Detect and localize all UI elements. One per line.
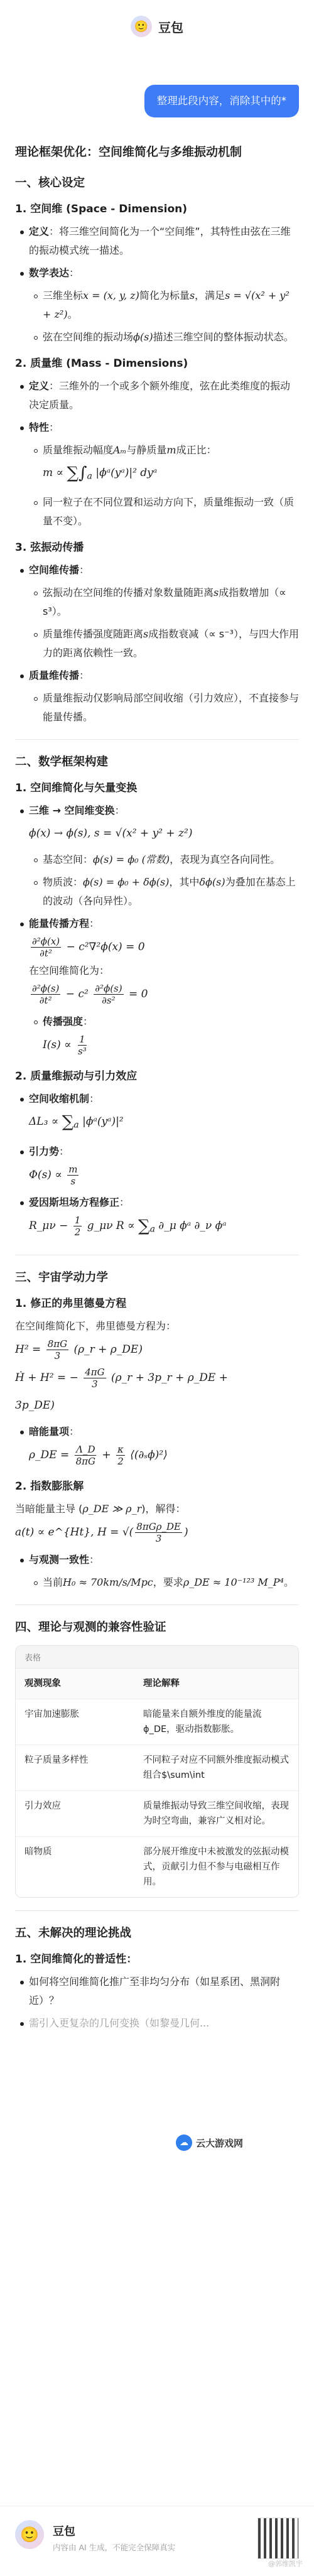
- list-item: [29, 1973, 299, 2010]
- table-row: [16, 1699, 298, 1745]
- item-text: ：: [114, 804, 125, 817]
- item-label: 数学表达: [29, 267, 70, 279]
- section-heading: 三、宇宙学动力学: [15, 1271, 109, 1285]
- bullet-list: [15, 377, 299, 531]
- subsection-title: 1. 空间维 (Space - Dimension): [15, 203, 188, 215]
- sum-symbol: ∑: [138, 1216, 150, 1236]
- list-item: [29, 1422, 299, 1469]
- equation-part: (ρ_r + ρ_DE): [73, 1343, 143, 1356]
- table-cell: 宇宙加速膨胀: [24, 1709, 79, 1720]
- equation-part: g_μν R ∝: [87, 1219, 135, 1232]
- item-text: ，要求: [153, 1576, 183, 1589]
- equation-part: (ρ_r + 3p_r + ρ_DE +: [111, 1372, 228, 1385]
- nested-list: [29, 850, 299, 911]
- assistant-reply: [15, 143, 299, 2037]
- list-item: [29, 1550, 299, 1592]
- equation-part: R_μν −: [29, 1219, 68, 1232]
- table-row: [16, 1791, 298, 1837]
- table-cell: 质量维振动导致三维空间收缩，表现为时空弯曲，兼容广义相对论。: [143, 1801, 289, 1827]
- item-text: 成正比：: [176, 444, 217, 456]
- table-cell: 粒子质量多样性: [24, 1755, 89, 1766]
- fraction: [84, 1366, 106, 1390]
- item-text: 。: [283, 1576, 294, 1589]
- table-cell: 暗物质: [24, 1847, 52, 1858]
- item-text: ：: [59, 1145, 70, 1157]
- fraction-denominator: 8πG: [75, 1456, 95, 1468]
- item-text: 三维坐标: [43, 290, 84, 301]
- expansion-equation: [15, 1518, 299, 1547]
- list-item: [43, 625, 299, 663]
- item-label: 引力势: [29, 1145, 60, 1157]
- item-text: 在空间维简化为：: [29, 965, 110, 977]
- item-text: 为叠加在基态上的波动（各向异性）。: [43, 876, 296, 907]
- math-inline: ϕ(s) = ϕ₀ (常数): [93, 853, 170, 866]
- list-item: [43, 689, 299, 727]
- fraction-numerator: 4πG: [85, 1366, 105, 1378]
- equation-part: Φ(s) ∝: [29, 1168, 62, 1181]
- fraction: [77, 1034, 88, 1057]
- math-inline: s: [214, 587, 219, 599]
- item-text: ：: [89, 1093, 100, 1105]
- item-label: 质量维传播: [29, 669, 80, 682]
- list-item: [29, 2014, 299, 2033]
- nested-list: [29, 1012, 299, 1059]
- item-text: 物质波：: [43, 876, 84, 889]
- nested-list: [29, 441, 299, 531]
- fraction: [135, 1521, 182, 1544]
- list-item: [29, 914, 299, 1059]
- fraction-numerator: κ: [117, 1444, 124, 1456]
- item-text: 如何将空间维简化推广至非均匀分布（如星系团、黑洞附近）？: [29, 1976, 281, 2007]
- fraction-denominator: 3: [54, 1350, 61, 1362]
- item-text: ：: [79, 564, 90, 576]
- user-message-bubble: 整理此段内容，消除其中的*: [144, 85, 299, 117]
- item-text: 质量维传播强度随距离: [43, 628, 144, 641]
- fraction-denominator: ∂s²: [102, 995, 116, 1007]
- table-cell: 引力效应: [24, 1801, 61, 1812]
- list-item: [29, 561, 299, 663]
- list-item: [43, 286, 299, 324]
- bullet-list: [15, 1090, 299, 1242]
- equation-subscript: a: [149, 1224, 156, 1235]
- section-heading: 一、核心设定: [15, 176, 85, 190]
- nested-list: [29, 689, 299, 727]
- bot-avatar: 🙂: [131, 16, 152, 37]
- equation: [29, 1441, 299, 1469]
- math-inline: ρ_DE ≈ 10⁻¹²³ M_P⁴: [183, 1576, 284, 1589]
- equation: [29, 1161, 299, 1189]
- fraction-numerator: 8πG: [47, 1338, 68, 1350]
- subsection-title: 1. 修正的弗里德曼方程: [15, 1297, 127, 1311]
- footer-avatar: 🙂: [15, 2520, 44, 2549]
- fraction-numerator: 1: [74, 1214, 81, 1226]
- equation-part: m ∝: [43, 467, 64, 479]
- equation: [43, 1031, 299, 1059]
- item-label: 爱因斯坦场方程修正: [29, 1196, 120, 1208]
- item-text: ，其中: [169, 876, 200, 889]
- equation-part: ): [183, 1526, 188, 1539]
- math-inline: H₀ ≈ 70km/s/Mpc: [63, 1576, 153, 1589]
- table-label: 表格: [16, 1646, 298, 1669]
- equation: [43, 460, 299, 489]
- item-text: 同一粒子在不同位置和运动方向下，质量维振动一致（质量不变）。: [43, 496, 295, 528]
- item-text: 质量维振动仅影响局部空间收缩（引力效应），不直接参与能量传播。: [43, 692, 300, 723]
- section-heading: 四、理论与观测的兼容性验证: [15, 1621, 166, 1635]
- fraction: [73, 1215, 82, 1238]
- math-inline: m: [166, 444, 176, 456]
- item-text: 当暗能量主导 (: [15, 1503, 83, 1515]
- item-text: 需引入更复杂的几何变换（如黎曼几何...: [29, 2017, 210, 2030]
- list-item: [43, 1012, 299, 1059]
- list-item: [43, 873, 299, 911]
- list-item: [29, 222, 299, 260]
- fraction: [31, 936, 61, 959]
- nested-list: [29, 286, 299, 347]
- list-item: [29, 1090, 299, 1138]
- item-text: ：: [89, 1554, 100, 1566]
- chat-header: [0, 0, 314, 53]
- watermark-overlay: [171, 2132, 248, 2153]
- item-text: 。: [67, 308, 78, 320]
- equation: [29, 1212, 299, 1242]
- item-label: 与观测一致性: [29, 1554, 90, 1566]
- wave-equation: $\frac{\text{∂²ϕ(x)}}{\text{∂t²}}$ − c²∇²ϕ(x) = 0: [32, 936, 145, 960]
- list-item: [29, 1142, 299, 1189]
- list-item: [29, 1193, 299, 1242]
- equation-part: Ḣ + H² = −: [15, 1372, 78, 1385]
- friedmann-equation-1: [15, 1336, 299, 1364]
- bullet-list: [15, 1422, 299, 1469]
- fraction-denominator: ∂t²: [40, 948, 52, 960]
- equation: ϕ(x) → ϕ(s), s = √(x² + y² + z²): [29, 827, 193, 840]
- item-text: ：: [69, 267, 80, 279]
- list-item: [29, 264, 299, 347]
- subsection-title: 2. 指数膨胀解: [15, 1480, 84, 1493]
- fraction-numerator: 1: [79, 1034, 85, 1046]
- item-text: 当前: [43, 1576, 63, 1589]
- equation-part: ΔL₃ ∝: [29, 1115, 59, 1128]
- compatibility-table: [15, 1645, 299, 1898]
- item-label: 空间收缩机制: [29, 1093, 90, 1105]
- item-text: ，表现为真空各向同性。: [170, 853, 281, 866]
- bullet-list: [15, 222, 299, 347]
- math-inline: x = (x, y, z): [83, 290, 139, 301]
- math-inline: ρ_DE ≫ ρ_r: [82, 1503, 142, 1515]
- fraction: [46, 1338, 68, 1361]
- section-heading: 二、数学框架构建: [15, 755, 109, 769]
- fraction: [116, 1444, 125, 1467]
- item-label: 空间维传播: [29, 564, 80, 576]
- item-text: ：: [49, 421, 60, 433]
- table-cell: 部分展开维度中未被激发的弦振动模式，贡献引力但不参与电磁相互作用。: [143, 1847, 289, 1888]
- subsection-title: 2. 质量维振动与引力效应: [15, 1070, 138, 1083]
- nested-list: [29, 1573, 299, 1592]
- footer-name: 豆包: [53, 2525, 75, 2538]
- item-text: 质量维振动幅度: [43, 444, 114, 456]
- table-row: [16, 1837, 298, 1897]
- item-text: 与静质量: [126, 444, 167, 456]
- item-text: ：: [69, 1426, 80, 1438]
- subsection-title: 1. 空间维简化与矢量变换: [15, 782, 138, 795]
- list-item: [29, 418, 299, 531]
- item-text: 基态空间：: [43, 853, 94, 866]
- subsection-title: 3. 弦振动传播: [15, 541, 84, 555]
- equation-part: |ϕᵃ(yᵃ)|² dyᵃ: [95, 467, 158, 479]
- bullet-list: [15, 561, 299, 727]
- item-label: 特性: [29, 421, 50, 433]
- item-text: )，解得：: [141, 1503, 186, 1515]
- equation-part: a(t) ∝ e^{Ht}, H = √(: [15, 1526, 134, 1539]
- bullet-list: [15, 1550, 299, 1592]
- list-item: [43, 328, 299, 347]
- item-label: 定义: [29, 225, 50, 237]
- item-text: ：: [83, 1015, 94, 1028]
- item-text: ，满足: [195, 290, 225, 301]
- list-item: [29, 801, 299, 911]
- item-text: ：: [119, 1196, 130, 1208]
- column-header: 理论解释: [143, 1679, 180, 1689]
- math-inline: ϕ(s): [133, 331, 153, 343]
- share-footer: [0, 2506, 314, 2576]
- math-inline: s: [143, 628, 149, 641]
- fraction-numerator: 8πGρ_DE: [136, 1521, 181, 1533]
- equation-subscript: a: [87, 471, 92, 482]
- friedmann-equation-2: [15, 1364, 299, 1392]
- item-text: ：: [79, 669, 90, 682]
- item-text: 描述三维空间的整体振动状态。: [153, 331, 294, 343]
- item-text: 成指数增加（∝ s³）。: [43, 587, 286, 618]
- item-text: ：: [89, 917, 100, 930]
- table-row: [16, 1745, 298, 1791]
- bullet-list: [15, 1973, 299, 2033]
- equation: [29, 1108, 299, 1138]
- table-cell: 不同粒子对应不同额外维度振动模式组合$\sum\int: [143, 1755, 289, 1781]
- list-item: [43, 441, 299, 489]
- item-label: 暗能量项: [29, 1426, 70, 1438]
- subsection-title: 2. 质量维 (Mass - Dimensions): [15, 357, 188, 370]
- footer-disclaimer: 内容由 AI 生成，不能完全保障真实: [53, 2543, 176, 2552]
- sum-symbol: ∑: [62, 1112, 74, 1132]
- column-header: 观测现象: [24, 1679, 61, 1689]
- fraction-denominator: 3: [92, 1378, 98, 1390]
- item-label: 三维 → 空间维变换: [29, 804, 115, 817]
- list-item: [29, 377, 299, 414]
- fraction-numerator: m: [68, 1163, 78, 1175]
- divider: [15, 1910, 299, 1911]
- math-inline: ϕ(s) = ϕ₀ + δϕ(s): [83, 876, 170, 889]
- math-inline: s = √(x² + y² + z²): [43, 290, 290, 320]
- item-text: 弦在空间维的振动场: [43, 331, 134, 343]
- item-text: 弦振动在空间维的传播对象数量随距离: [43, 587, 214, 599]
- wave-equation-simplified: $\frac{\text{∂²ϕ(s)}}{\text{∂t²}}$ − c² $\frac{\text{∂²ϕ(s)}}{\text{∂s²}}$ = 0: [32, 983, 148, 1007]
- equation-part: +: [102, 1449, 111, 1462]
- math-inline: δϕ(s): [199, 876, 225, 889]
- paragraph: [15, 1500, 299, 1518]
- fraction-denominator: 3: [155, 1533, 162, 1545]
- math-inline: Aₘ: [113, 444, 127, 456]
- divider: [15, 739, 299, 740]
- equation-part: |ϕᵃ(yᵃ)|²: [82, 1115, 124, 1128]
- section-heading: 五、未解决的理论挑战: [15, 1927, 132, 1940]
- bot-name: 豆包: [158, 19, 183, 35]
- nested-list: [29, 583, 299, 663]
- fraction-denominator: 2: [117, 1456, 124, 1468]
- equation-part: H² =: [15, 1343, 41, 1356]
- user-message-row: [0, 85, 314, 117]
- item-label: 能量传播方程: [29, 917, 90, 930]
- subsection-title: 1. 空间维简化的普适性：: [15, 1953, 138, 1966]
- qr-code-icon: [257, 2518, 299, 2559]
- equation-part: ρ_DE =: [29, 1449, 70, 1462]
- sum-symbol: ∑∫: [67, 463, 87, 483]
- table-cell: 暗能量来自额外维度的能量流ϕ_DE，驱动指数膨胀。: [143, 1709, 262, 1735]
- item-label: 定义: [29, 380, 50, 392]
- list-item: [43, 850, 299, 869]
- equation-part: ⟨(∂ₛϕ)²⟩: [130, 1449, 168, 1462]
- fraction: [75, 1444, 97, 1467]
- fraction: [67, 1164, 78, 1187]
- fraction: [31, 983, 60, 1006]
- fraction-numerator: ∂²ϕ(x): [32, 936, 60, 948]
- list-item: [43, 1573, 299, 1592]
- item-text: 成指数衰减（∝ s⁻³），与四大作用力的距离依赖性一致。: [43, 628, 299, 659]
- fraction-numerator: ∂²ϕ(s): [95, 983, 122, 995]
- fraction-denominator: ∂t²: [39, 995, 52, 1007]
- item-label: 传播强度: [43, 1015, 84, 1028]
- math-inline: s: [189, 290, 195, 301]
- equation-part: I(s) ∝: [43, 1039, 72, 1052]
- bullet-list: [15, 801, 299, 1059]
- cloud-logo-icon: ☁: [176, 2135, 192, 2151]
- fraction-denominator: s: [70, 1175, 76, 1187]
- fraction-numerator: ∂²ϕ(s): [32, 983, 60, 995]
- reply-title: 理论框架优化：空间维简化与多维振动机制: [15, 145, 242, 159]
- fraction-numerator: Λ_D: [76, 1444, 95, 1456]
- paragraph: 在空间维简化下，弗里德曼方程为：: [15, 1320, 176, 1333]
- equation-continuation: 3p_DE): [15, 1399, 55, 1412]
- fraction-denominator: 2: [74, 1226, 81, 1238]
- watermark-brand: 云大游戏网: [196, 2137, 244, 2149]
- item-text: 简化为标量: [139, 290, 190, 301]
- table-header-row: [16, 1669, 298, 1699]
- fraction: [94, 983, 123, 1006]
- equation-part: ∂_μ ϕᵃ ∂_ν ϕᵃ: [158, 1219, 227, 1232]
- equation-subscript: a: [73, 1120, 79, 1130]
- list-item: [43, 493, 299, 531]
- list-item: [29, 666, 299, 727]
- list-item: [43, 583, 299, 621]
- item-text: ：将三维空间简化为一个“空间维”，其特性由弦在三维的振动模式统一描述。: [29, 225, 291, 256]
- fraction-denominator: s³: [78, 1046, 87, 1058]
- item-text: ：三维外的一个或多个额外维度，弦在此类维度的振动决定质量。: [29, 380, 291, 411]
- footer-watermark: @郭维凯宇: [268, 2560, 303, 2568]
